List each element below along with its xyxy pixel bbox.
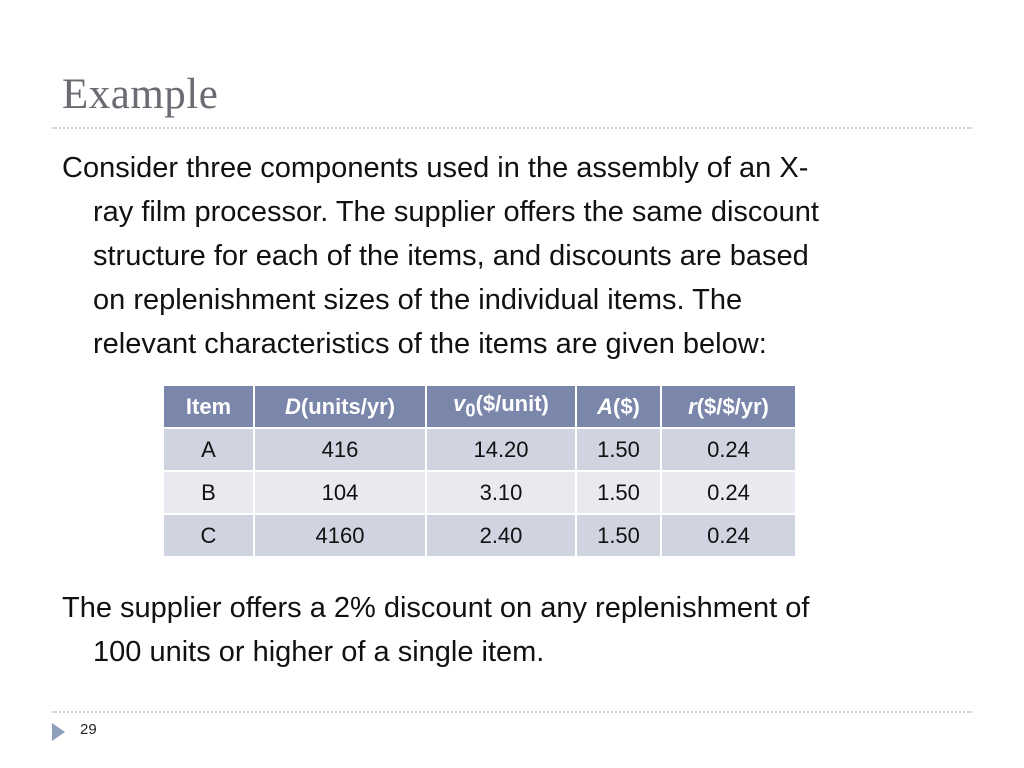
footer-divider [52,711,972,713]
slide-title: Example [62,71,219,118]
table-cell: 104 [254,471,426,514]
intro-line: relevant characteristics of the items are given below: [93,328,767,360]
triangle-right-icon [52,723,65,741]
intro-paragraph [62,146,962,366]
table-cell: 0.24 [661,471,796,514]
table-cell: 4160 [254,514,426,557]
discount-line: The supplier offers a 2% discount on any replenishment of [62,592,810,624]
intro-line: Consider three components used in the assembly of an X- [62,152,809,184]
item-characteristics-table [162,384,797,558]
page-number: 29 [80,721,97,738]
table-header-row [163,385,796,428]
table-cell: 1.50 [576,428,661,471]
table-cell: A [163,428,254,471]
header-carrying-charge: r($/$/yr) [661,385,796,428]
table-cell: 2.40 [426,514,576,557]
table-row [163,428,796,471]
table-cell: 1.50 [576,471,661,514]
table-row [163,514,796,557]
intro-line: structure for each of the items, and discounts are based [93,240,809,272]
discount-paragraph [62,586,962,674]
header-setup-cost: A($) [576,385,661,428]
intro-line: ray film processor. The supplier offers the same discount [93,196,819,228]
table-cell: 1.50 [576,514,661,557]
table-cell: 14.20 [426,428,576,471]
table-cell: 416 [254,428,426,471]
header-unit-cost: $v_0(\$/unit)$ [426,385,576,428]
table-cell: 0.24 [661,428,796,471]
discount-line: 100 units or higher of a single item. [93,636,545,668]
table-cell: B [163,471,254,514]
table-cell: C [163,514,254,557]
header-item: Item [163,385,254,428]
header-demand: D(units/yr) [254,385,426,428]
table-row [163,471,796,514]
intro-line: on replenishment sizes of the individual items. The [93,284,743,316]
table-cell: 0.24 [661,514,796,557]
title-divider [52,127,972,129]
table-cell: 3.10 [426,471,576,514]
